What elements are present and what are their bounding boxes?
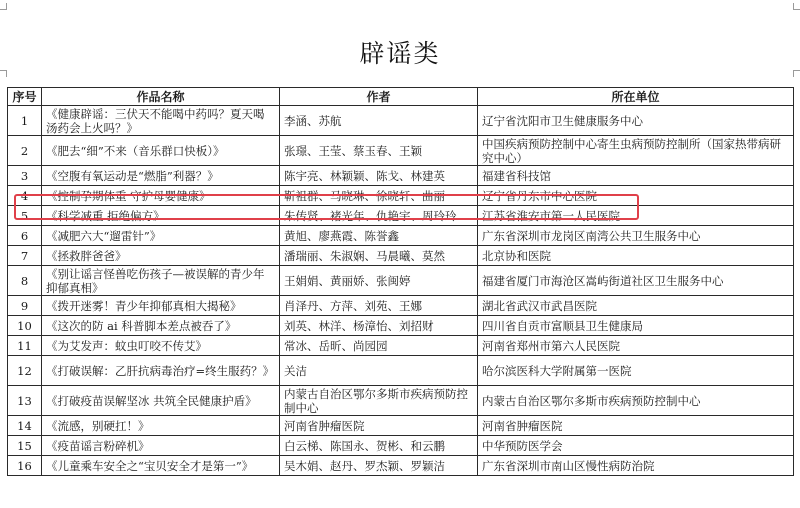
cell-author: 刘英、林洋、杨漳怡、刘招财 xyxy=(280,316,478,336)
cell-seq: 5 xyxy=(8,206,42,226)
cell-author: 白云梯、陈国永、贺彬、和云鹏 xyxy=(280,436,478,456)
cell-work-name: 《拯救胖爸爸》 xyxy=(42,246,280,266)
table-row xyxy=(8,456,794,476)
table-row xyxy=(8,436,794,456)
table-row xyxy=(8,106,794,136)
cell-unit: 中华预防医学会 xyxy=(478,436,794,456)
table-row xyxy=(8,356,794,386)
cell-author: 黄旭、廖燕霞、陈誉鑫 xyxy=(280,226,478,246)
cell-unit: 辽宁省沈阳市卫生健康服务中心 xyxy=(478,106,794,136)
corner-mark-top-right xyxy=(793,3,800,10)
cell-unit: 哈尔滨医科大学附属第一医院 xyxy=(478,356,794,386)
cell-unit: 辽宁省丹东市中心医院 xyxy=(478,186,794,206)
cell-seq: 10 xyxy=(8,316,42,336)
document-title: 辟谣类 xyxy=(359,39,441,68)
cell-seq: 6 xyxy=(8,226,42,246)
cell-unit: 福建省厦门市海沧区嵩屿街道社区卫生服务中心 xyxy=(478,266,794,296)
cell-author: 李涵、苏航 xyxy=(280,106,478,136)
table-header-row xyxy=(8,88,794,106)
cell-unit: 中国疾病预防控制中心寄生虫病预防控制所（国家热带病研究中心） xyxy=(478,136,794,166)
cell-work-name: 《打破误解：乙肝抗病毒治疗=终生服药？》 xyxy=(42,356,280,386)
cell-seq: 9 xyxy=(8,296,42,316)
cell-unit: 广东省深圳市南山区慢性病防治院 xyxy=(478,456,794,476)
cell-author: 内蒙古自治区鄂尔多斯市疾病预防控制中心 xyxy=(280,386,478,416)
cell-author: 王娟娟、黄丽娇、张闽婷 xyxy=(280,266,478,296)
cell-work-name: 《控制孕期体重 守护母婴健康》 xyxy=(42,186,280,206)
cell-seq: 14 xyxy=(8,416,42,436)
table-row xyxy=(8,416,794,436)
cell-unit: 福建省科技馆 xyxy=(478,166,794,186)
cell-author: 肖泽丹、方萍、刘苑、王娜 xyxy=(280,296,478,316)
table-row xyxy=(8,226,794,246)
cell-author: 朱传贤、褚光年、仇艳宇、周玲玲 xyxy=(280,206,478,226)
cell-work-name: 《儿童乘车安全之“宝贝安全才是第一”》 xyxy=(42,456,280,476)
corner-mark-top-left xyxy=(0,3,7,10)
cell-seq: 16 xyxy=(8,456,42,476)
cell-work-name: 《流感，别硬扛！》 xyxy=(42,416,280,436)
cell-author: 关洁 xyxy=(280,356,478,386)
cell-seq: 12 xyxy=(8,356,42,386)
cell-seq: 7 xyxy=(8,246,42,266)
cell-unit: 江苏省淮安市第一人民医院 xyxy=(478,206,794,226)
cell-seq: 1 xyxy=(8,106,42,136)
table-row xyxy=(8,166,794,186)
cell-unit: 河南省肿瘤医院 xyxy=(478,416,794,436)
cell-author: 靳祖群、马晓琳、徐晓轩、曲丽 xyxy=(280,186,478,206)
cell-seq: 13 xyxy=(8,386,42,416)
header-author: 作者 xyxy=(280,88,478,106)
works-table xyxy=(7,87,794,476)
header-work-name: 作品名称 xyxy=(42,88,280,106)
cell-work-name: 《肥去“细”不来（音乐群口快板）》 xyxy=(42,136,280,166)
corner-mark-bottom-left xyxy=(0,70,7,77)
cell-seq: 15 xyxy=(8,436,42,456)
table-row xyxy=(8,316,794,336)
table-row xyxy=(8,136,794,166)
cell-work-name: 《拨开迷雾！青少年抑郁真相大揭秘》 xyxy=(42,296,280,316)
cell-unit: 北京协和医院 xyxy=(478,246,794,266)
cell-author: 常冰、岳昕、尚园园 xyxy=(280,336,478,356)
cell-unit: 广东省深圳市龙岗区南湾公共卫生服务中心 xyxy=(478,226,794,246)
cell-work-name: 《别让谣言怪兽吃伤孩子—被误解的青少年抑郁真相》 xyxy=(42,266,280,296)
cell-work-name: 《减肥六大“遛雷针”》 xyxy=(42,226,280,246)
cell-work-name: 《健康辟谣：三伏天不能喝中药吗？夏天喝汤药会上火吗？》 xyxy=(42,106,280,136)
cell-author: 陈宇亮、林颖颖、陈戈、林建英 xyxy=(280,166,478,186)
cell-author: 张璟、王莹、蔡玉春、王颖 xyxy=(280,136,478,166)
cell-seq: 8 xyxy=(8,266,42,296)
cell-work-name: 《为艾发声：蚊虫叮咬不传艾》 xyxy=(42,336,280,356)
cell-work-name: 《打破疫苗误解坚冰 共筑全民健康护盾》 xyxy=(42,386,280,416)
header-unit: 所在单位 xyxy=(478,88,794,106)
cell-unit: 四川省自贡市富顺县卫生健康局 xyxy=(478,316,794,336)
table-row xyxy=(8,336,794,356)
cell-seq: 4 xyxy=(8,186,42,206)
cell-author: 潘瑞丽、朱淑娴、马晨曦、莫然 xyxy=(280,246,478,266)
cell-seq: 11 xyxy=(8,336,42,356)
cell-work-name: 《疫苗谣言粉碎机》 xyxy=(42,436,280,456)
cell-seq: 3 xyxy=(8,166,42,186)
table-row xyxy=(8,246,794,266)
header-seq: 序号 xyxy=(8,88,42,106)
table-row-highlighted xyxy=(8,186,794,206)
table-row xyxy=(8,206,794,226)
table-row xyxy=(8,266,794,296)
cell-work-name: 《科学减重 拒绝偏方》 xyxy=(42,206,280,226)
cell-unit: 湖北省武汉市武昌医院 xyxy=(478,296,794,316)
corner-mark-bottom-right xyxy=(793,70,800,77)
cell-work-name: 《这次的防 ai 科普脚本差点被吞了》 xyxy=(42,316,280,336)
cell-author: 河南省肿瘤医院 xyxy=(280,416,478,436)
cell-author: 吴木娟、赵丹、罗杰颖、罗颖洁 xyxy=(280,456,478,476)
cell-unit: 河南省郑州市第六人民医院 xyxy=(478,336,794,356)
table-row xyxy=(8,386,794,416)
cell-work-name: 《空腹有氧运动是“燃脂”利器？》 xyxy=(42,166,280,186)
cell-unit: 内蒙古自治区鄂尔多斯市疾病预防控制中心 xyxy=(478,386,794,416)
table-row xyxy=(8,296,794,316)
cell-seq: 2 xyxy=(8,136,42,166)
